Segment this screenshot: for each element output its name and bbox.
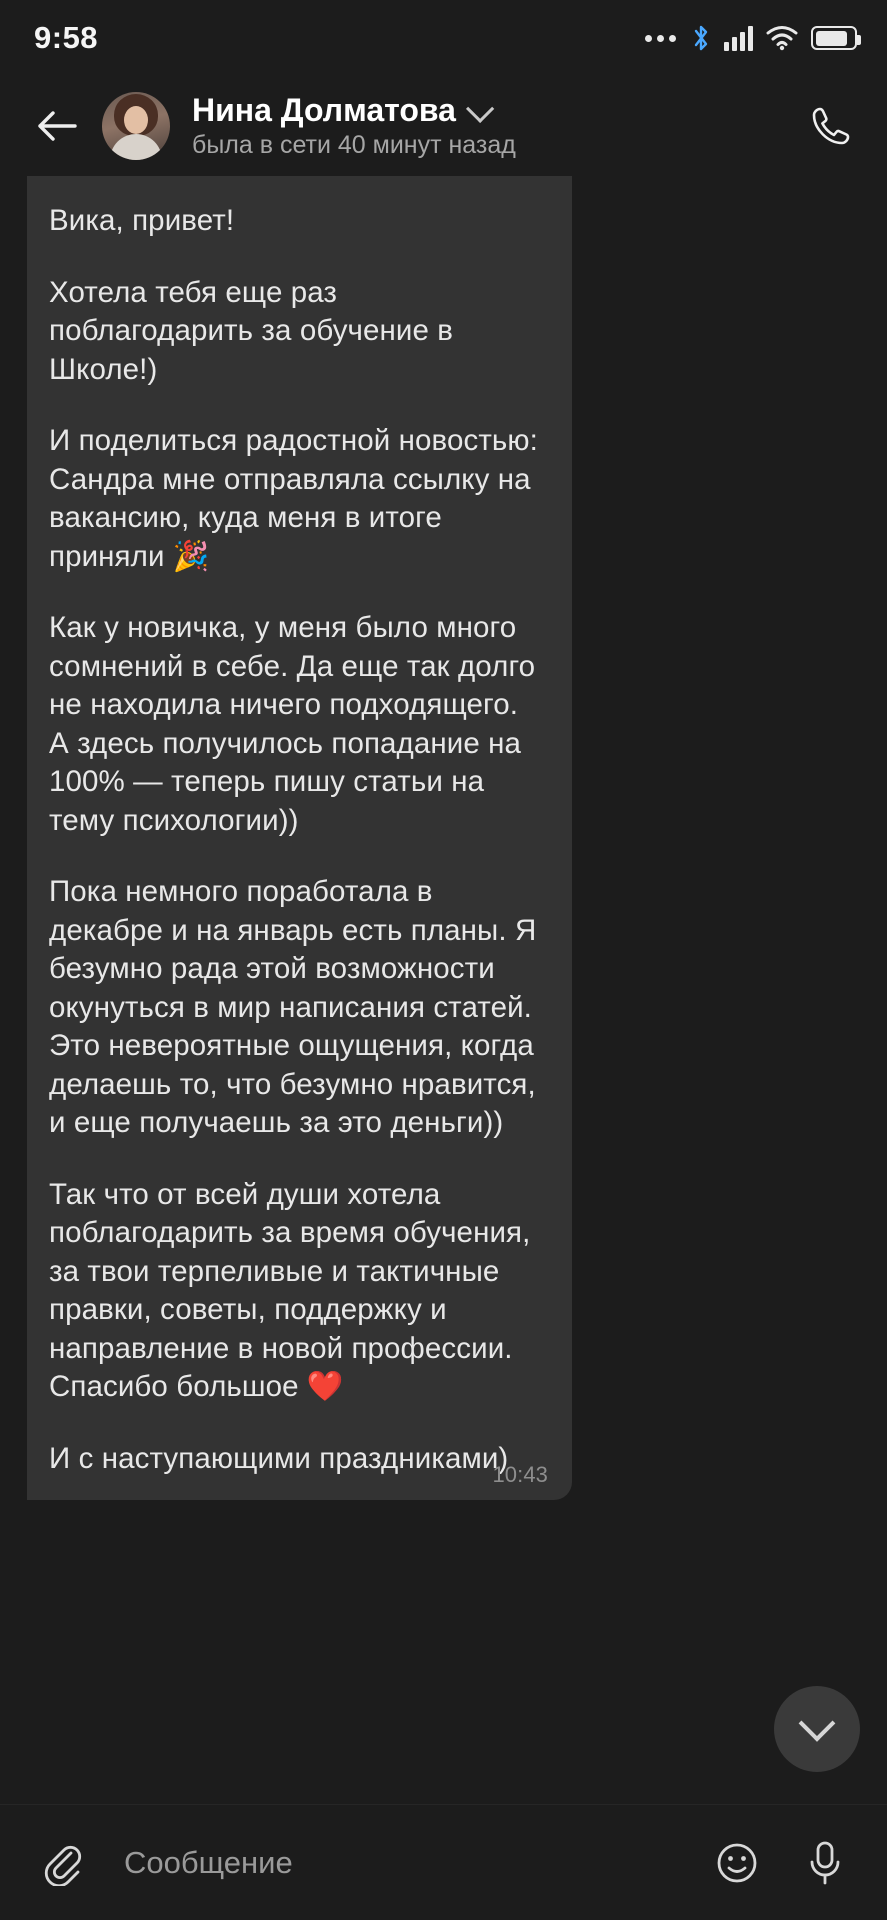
scroll-to-bottom-button[interactable] bbox=[774, 1686, 860, 1772]
back-arrow-icon[interactable] bbox=[34, 103, 80, 149]
message-paragraph: Так что от всей души хотела поблагодарить за время обучения, за твои терпеливые и тактичные правки, советы, поддержку и направление в новой профессии. Спасибо большое ❤️ bbox=[49, 1177, 531, 1403]
wifi-icon bbox=[766, 25, 798, 51]
phone-call-icon[interactable] bbox=[803, 98, 859, 154]
chevron-down-icon[interactable] bbox=[466, 94, 494, 122]
chat-header bbox=[0, 76, 887, 176]
message-paragraph: Как у новичка, у меня было много сомнений в себе. Да еще так долго не находила ничего подходящего. А здесь получилось попадание на 100% — теперь пишу статьи на тему психологии)) bbox=[49, 611, 536, 837]
header-name-row[interactable] bbox=[192, 92, 781, 129]
message-paragraph: Хотела тебя еще раз поблагодарить за обучение в Школе!) bbox=[49, 275, 454, 386]
message-paragraph: Пока немного поработала в декабре и на январь есть планы. Я безумно рада этой возможности окунуться в мир написания статей. Это невероятные ощущения, когда делаешь то, что безумно нравится, и еще получаешь за это деньги)) bbox=[49, 875, 537, 1139]
battery-icon bbox=[811, 26, 857, 50]
message-paragraph: Вика, привет! bbox=[49, 204, 235, 237]
cellular-signal-icon bbox=[724, 25, 753, 51]
message-bubble[interactable] bbox=[27, 176, 572, 1500]
contact-name: Нина Долматова bbox=[192, 92, 456, 128]
message-input-bar bbox=[0, 1804, 887, 1920]
message-timestamp: 10:43 bbox=[492, 1461, 548, 1487]
header-contact-info[interactable] bbox=[192, 92, 781, 160]
avatar[interactable] bbox=[102, 92, 170, 160]
paperclip-icon[interactable] bbox=[34, 1835, 90, 1891]
microphone-icon[interactable] bbox=[797, 1835, 853, 1891]
chevron-down-icon bbox=[799, 1705, 836, 1742]
more-dots-icon bbox=[645, 35, 676, 42]
message-paragraph: И с наступающими праздниками) bbox=[49, 1441, 509, 1475]
message-paragraph: И поделиться радостной новостью: Сандра мне отправляла ссылку на вакансию, куда меня в итоге приняли 🎉 bbox=[49, 424, 538, 573]
bluetooth-icon bbox=[691, 24, 711, 52]
contact-last-seen: была в сети 40 минут назад bbox=[192, 131, 516, 159]
message-list[interactable] bbox=[0, 176, 887, 1804]
message-input[interactable]: Сообщение bbox=[124, 1844, 293, 1880]
status-bar-icons bbox=[645, 24, 857, 52]
status-bar bbox=[0, 0, 887, 76]
smiley-icon[interactable] bbox=[709, 1835, 765, 1891]
status-bar-clock: 9:58 bbox=[34, 20, 99, 55]
